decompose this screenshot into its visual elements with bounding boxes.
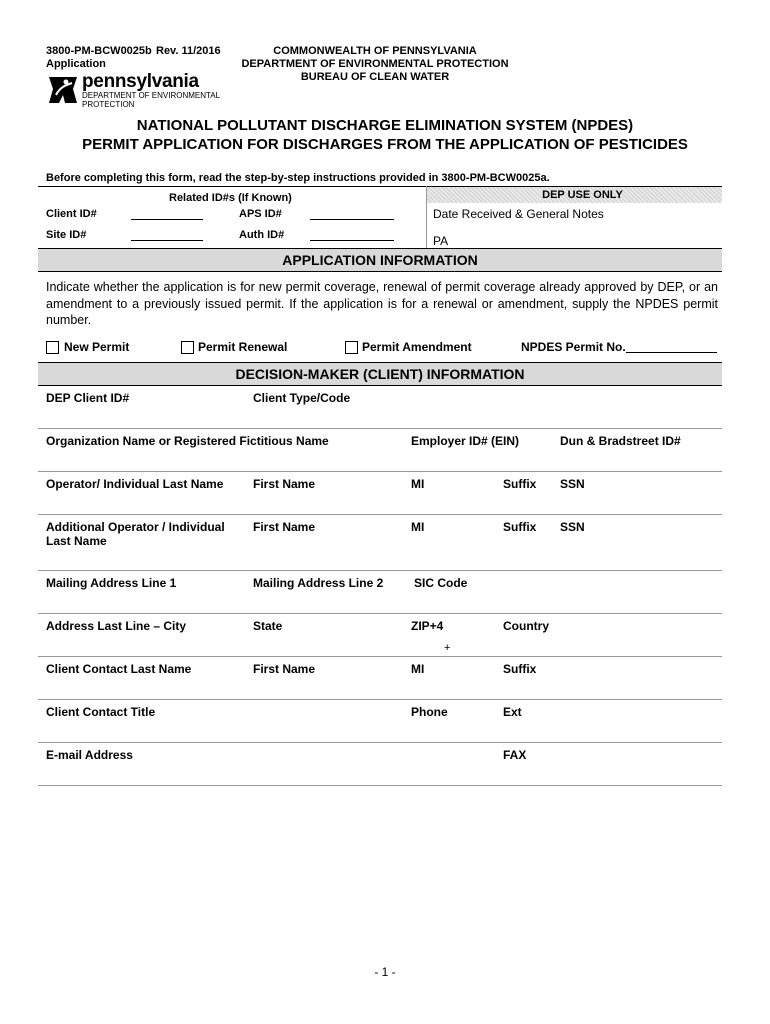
ext-label: Ext (503, 705, 522, 719)
city-label: Address Last Line – City (46, 619, 187, 633)
contact-first-name-label: First Name (253, 662, 316, 676)
dep-use-only-header: DEP USE ONLY (427, 187, 722, 203)
logo-wordmark: pennsylvania (82, 71, 199, 92)
date-received-label: Date Received & General Notes (433, 207, 604, 221)
row-divider (38, 742, 722, 743)
auth-id-field[interactable] (310, 240, 394, 241)
contact-suffix-label: Suffix (503, 662, 537, 676)
row-divider (38, 785, 722, 786)
client-id-field[interactable] (131, 219, 203, 220)
phone-label: Phone (411, 705, 448, 719)
row-divider (38, 471, 722, 472)
mi-label: MI (411, 520, 425, 534)
fax-label: FAX (503, 748, 527, 762)
form-number: 3800-PM-BCW0025b (46, 45, 152, 57)
mailing-address-2-label: Mailing Address Line 2 (253, 576, 384, 590)
contact-title-label: Client Contact Title (46, 705, 156, 719)
instructions-note: Before completing this form, read the step-by-step instructions provided in 3800-PM-BCW0025a. (46, 172, 550, 184)
new-permit-label: New Permit (64, 340, 130, 354)
client-id-label: Client ID# (46, 208, 97, 220)
permit-renewal-label: Permit Renewal (198, 340, 288, 354)
aps-id-label: APS ID# (239, 208, 282, 220)
zip-plus-separator: + (444, 642, 451, 654)
page-number: - 1 - (374, 965, 396, 979)
first-name-label: First Name (253, 477, 316, 491)
mi-label: MI (411, 477, 425, 491)
permit-amendment-checkbox[interactable] (345, 341, 358, 354)
permit-amendment-label: Permit Amendment (362, 340, 472, 354)
contact-last-name-label: Client Contact Last Name (46, 662, 192, 676)
application-info-heading: APPLICATION INFORMATION (38, 248, 722, 272)
first-name-label: First Name (253, 520, 316, 534)
contact-mi-label: MI (411, 662, 425, 676)
suffix-label: Suffix (503, 520, 537, 534)
dep-client-id-label: DEP Client ID# (46, 391, 130, 405)
state-label: State (253, 619, 283, 633)
npdes-permit-no-field[interactable] (626, 352, 717, 353)
state-pa-value: PA (433, 234, 449, 248)
row-divider (38, 570, 722, 571)
employer-id-label: Employer ID# (EIN) (411, 434, 520, 448)
ssn-label: SSN (560, 520, 585, 534)
auth-id-label: Auth ID# (239, 229, 285, 241)
email-label: E-mail Address (46, 748, 133, 762)
country-label: Country (503, 619, 549, 633)
zip-label: ZIP+4 (411, 619, 444, 633)
revision-date: Rev. 11/2016 (156, 45, 221, 57)
application-info-description: Indicate whether the application is for new permit coverage, renewal of permit coverage already approved by DEP, or an amendment to a previously issued permit. If the application is for a renewal or amendment, supply the NPDES permit number. (46, 280, 718, 327)
new-permit-checkbox[interactable] (46, 341, 59, 354)
aps-id-field[interactable] (310, 219, 394, 220)
sic-code-label: SIC Code (414, 576, 468, 590)
row-divider (38, 428, 722, 429)
mailing-address-1-label: Mailing Address Line 1 (46, 576, 177, 590)
decision-maker-heading: DECISION-MAKER (CLIENT) INFORMATION (38, 362, 722, 386)
org-name-label: Organization Name or Registered Fictitious Name (46, 434, 329, 448)
row-divider (38, 656, 722, 657)
related-ids-heading: Related ID#s (If Known) (169, 192, 292, 204)
logo-subtitle: DEPARTMENT OF ENVIRONMENTAL PROTECTION (82, 91, 221, 109)
duns-label: Dun & Bradstreet ID# (560, 434, 681, 448)
row-divider (38, 613, 722, 614)
additional-operator-label: Additional Operator / Individual Last Name (46, 520, 225, 548)
keystone-logo-icon (46, 73, 80, 107)
suffix-label: Suffix (503, 477, 537, 491)
row-divider (38, 514, 722, 515)
agency-block: COMMONWEALTH OF PENNSYLVANIA DEPARTMENT OF ENVIRONMENTAL PROTECTION BUREAU OF CLEAN WATER (241, 45, 509, 83)
row-divider (38, 699, 722, 700)
permit-renewal-checkbox[interactable] (181, 341, 194, 354)
form-type: Application (46, 58, 106, 70)
client-type-label: Client Type/Code (253, 391, 351, 405)
site-id-field[interactable] (131, 240, 203, 241)
ssn-label: SSN (560, 477, 585, 491)
form-title-line1: NATIONAL POLLUTANT DISCHARGE ELIMINATION SYSTEM (NPDES) (136, 117, 634, 134)
form-title-line2: PERMIT APPLICATION FOR DISCHARGES FROM THE APPLICATION OF PESTICIDES (82, 136, 688, 153)
npdes-permit-no-label: NPDES Permit No. (521, 340, 626, 354)
site-id-label: Site ID# (46, 229, 87, 241)
operator-last-name-label: Operator/ Individual Last Name (46, 477, 224, 491)
